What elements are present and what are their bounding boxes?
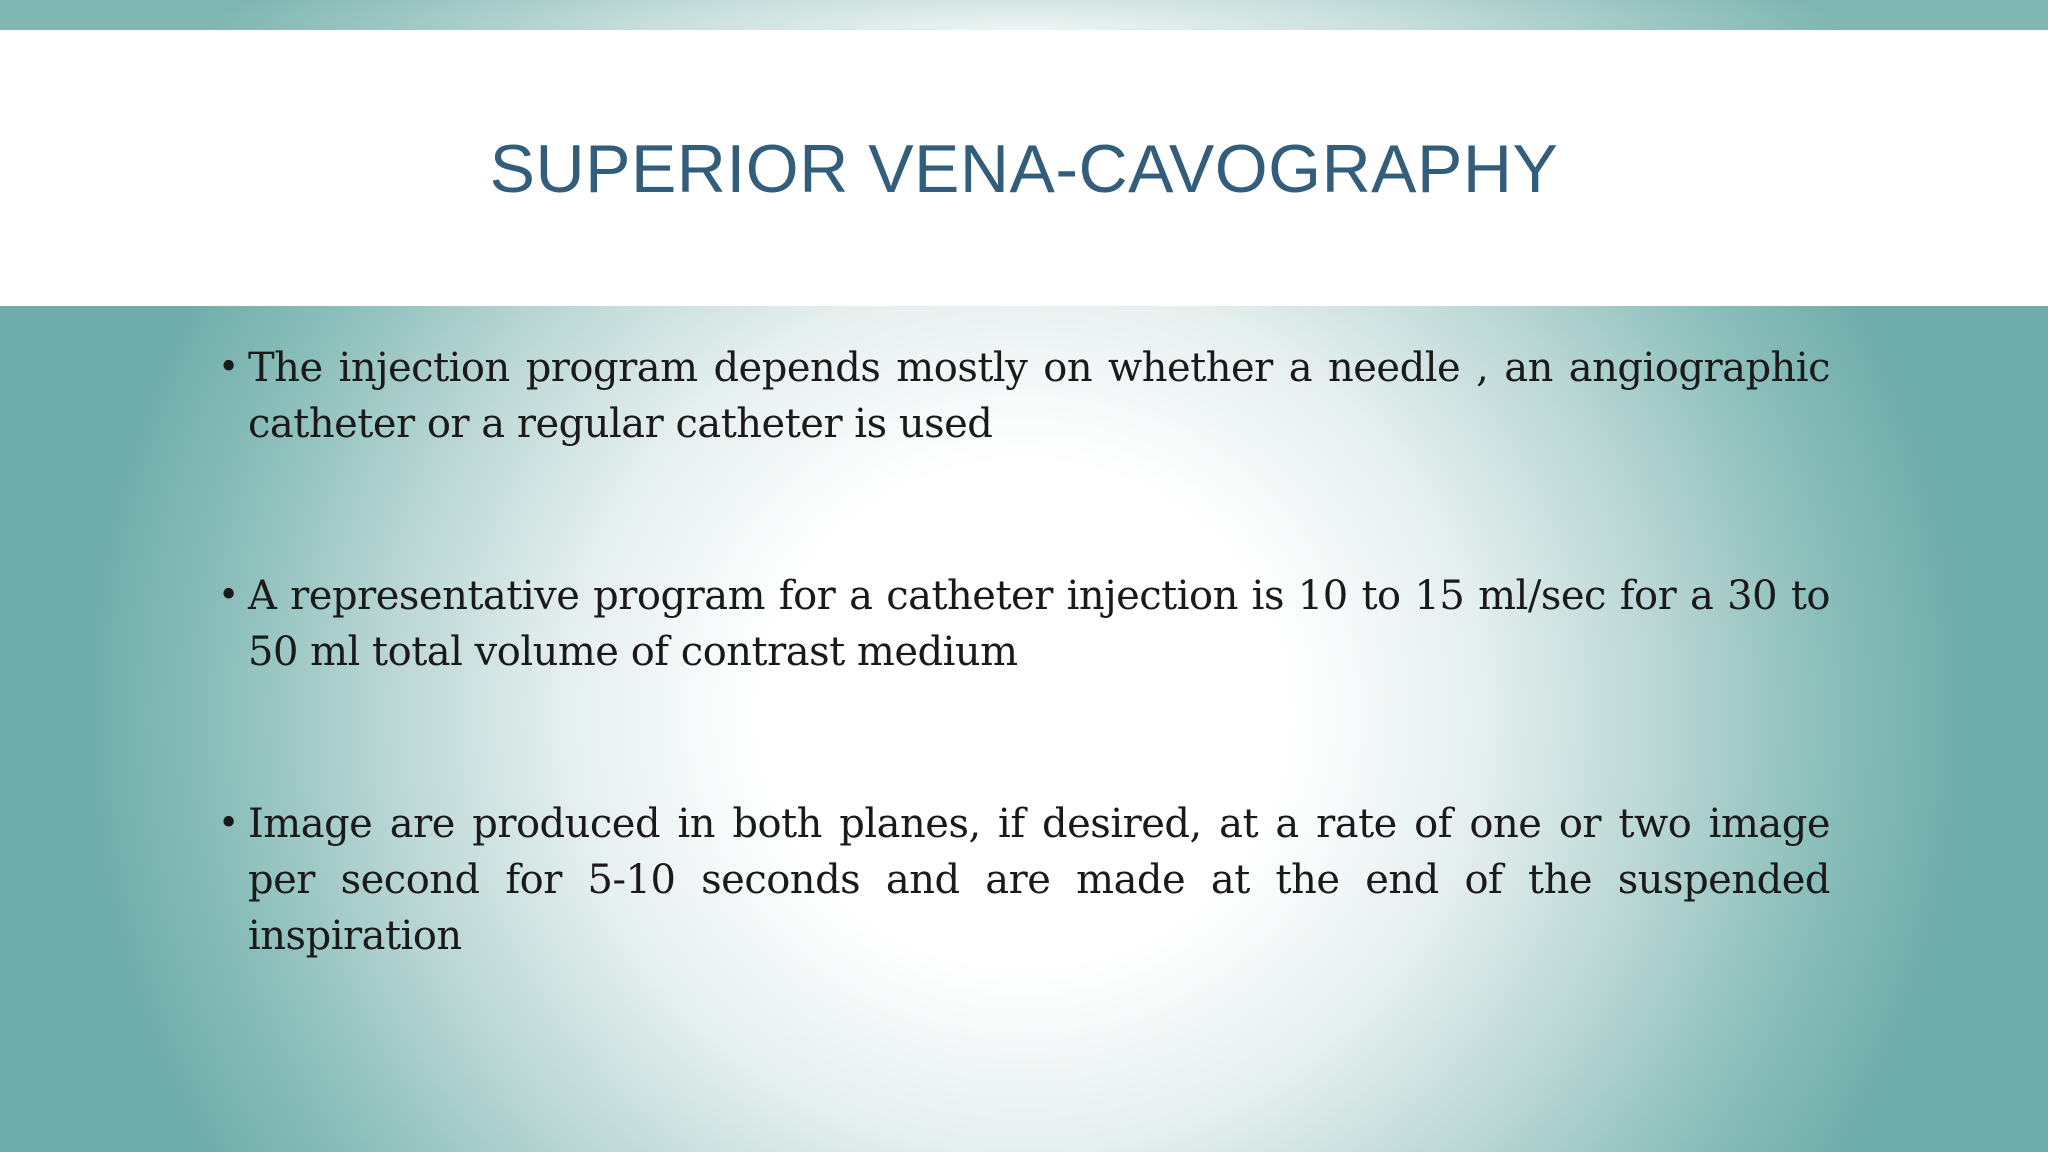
bullet-dot-icon: • — [218, 347, 239, 388]
bullet-list — [218, 340, 1830, 1080]
bullet-dot-icon: • — [218, 575, 239, 616]
bullet-item — [218, 796, 1830, 964]
bullet-text: The injection program depends mostly on whether a needle , an angiographic catheter or a regular catheter is used — [248, 345, 1830, 447]
bullet-dot-icon: • — [218, 803, 239, 844]
top-decorative-band — [0, 0, 2048, 30]
slide-title: SUPERIOR VENA-CAVOGRAPHY — [489, 131, 1559, 207]
bullet-text: A representative program for a catheter injection is 10 to 15 ml/sec for a 30 to 50 ml total volume of contrast medium — [248, 573, 1830, 675]
title-bar — [0, 30, 2048, 306]
bullet-item — [218, 568, 1830, 680]
bullet-item — [218, 340, 1830, 452]
bullet-text: Image are produced in both planes, if desired, at a rate of one or two image per second for 5-10 seconds and are made at the end of the suspended inspiration — [248, 801, 1830, 959]
